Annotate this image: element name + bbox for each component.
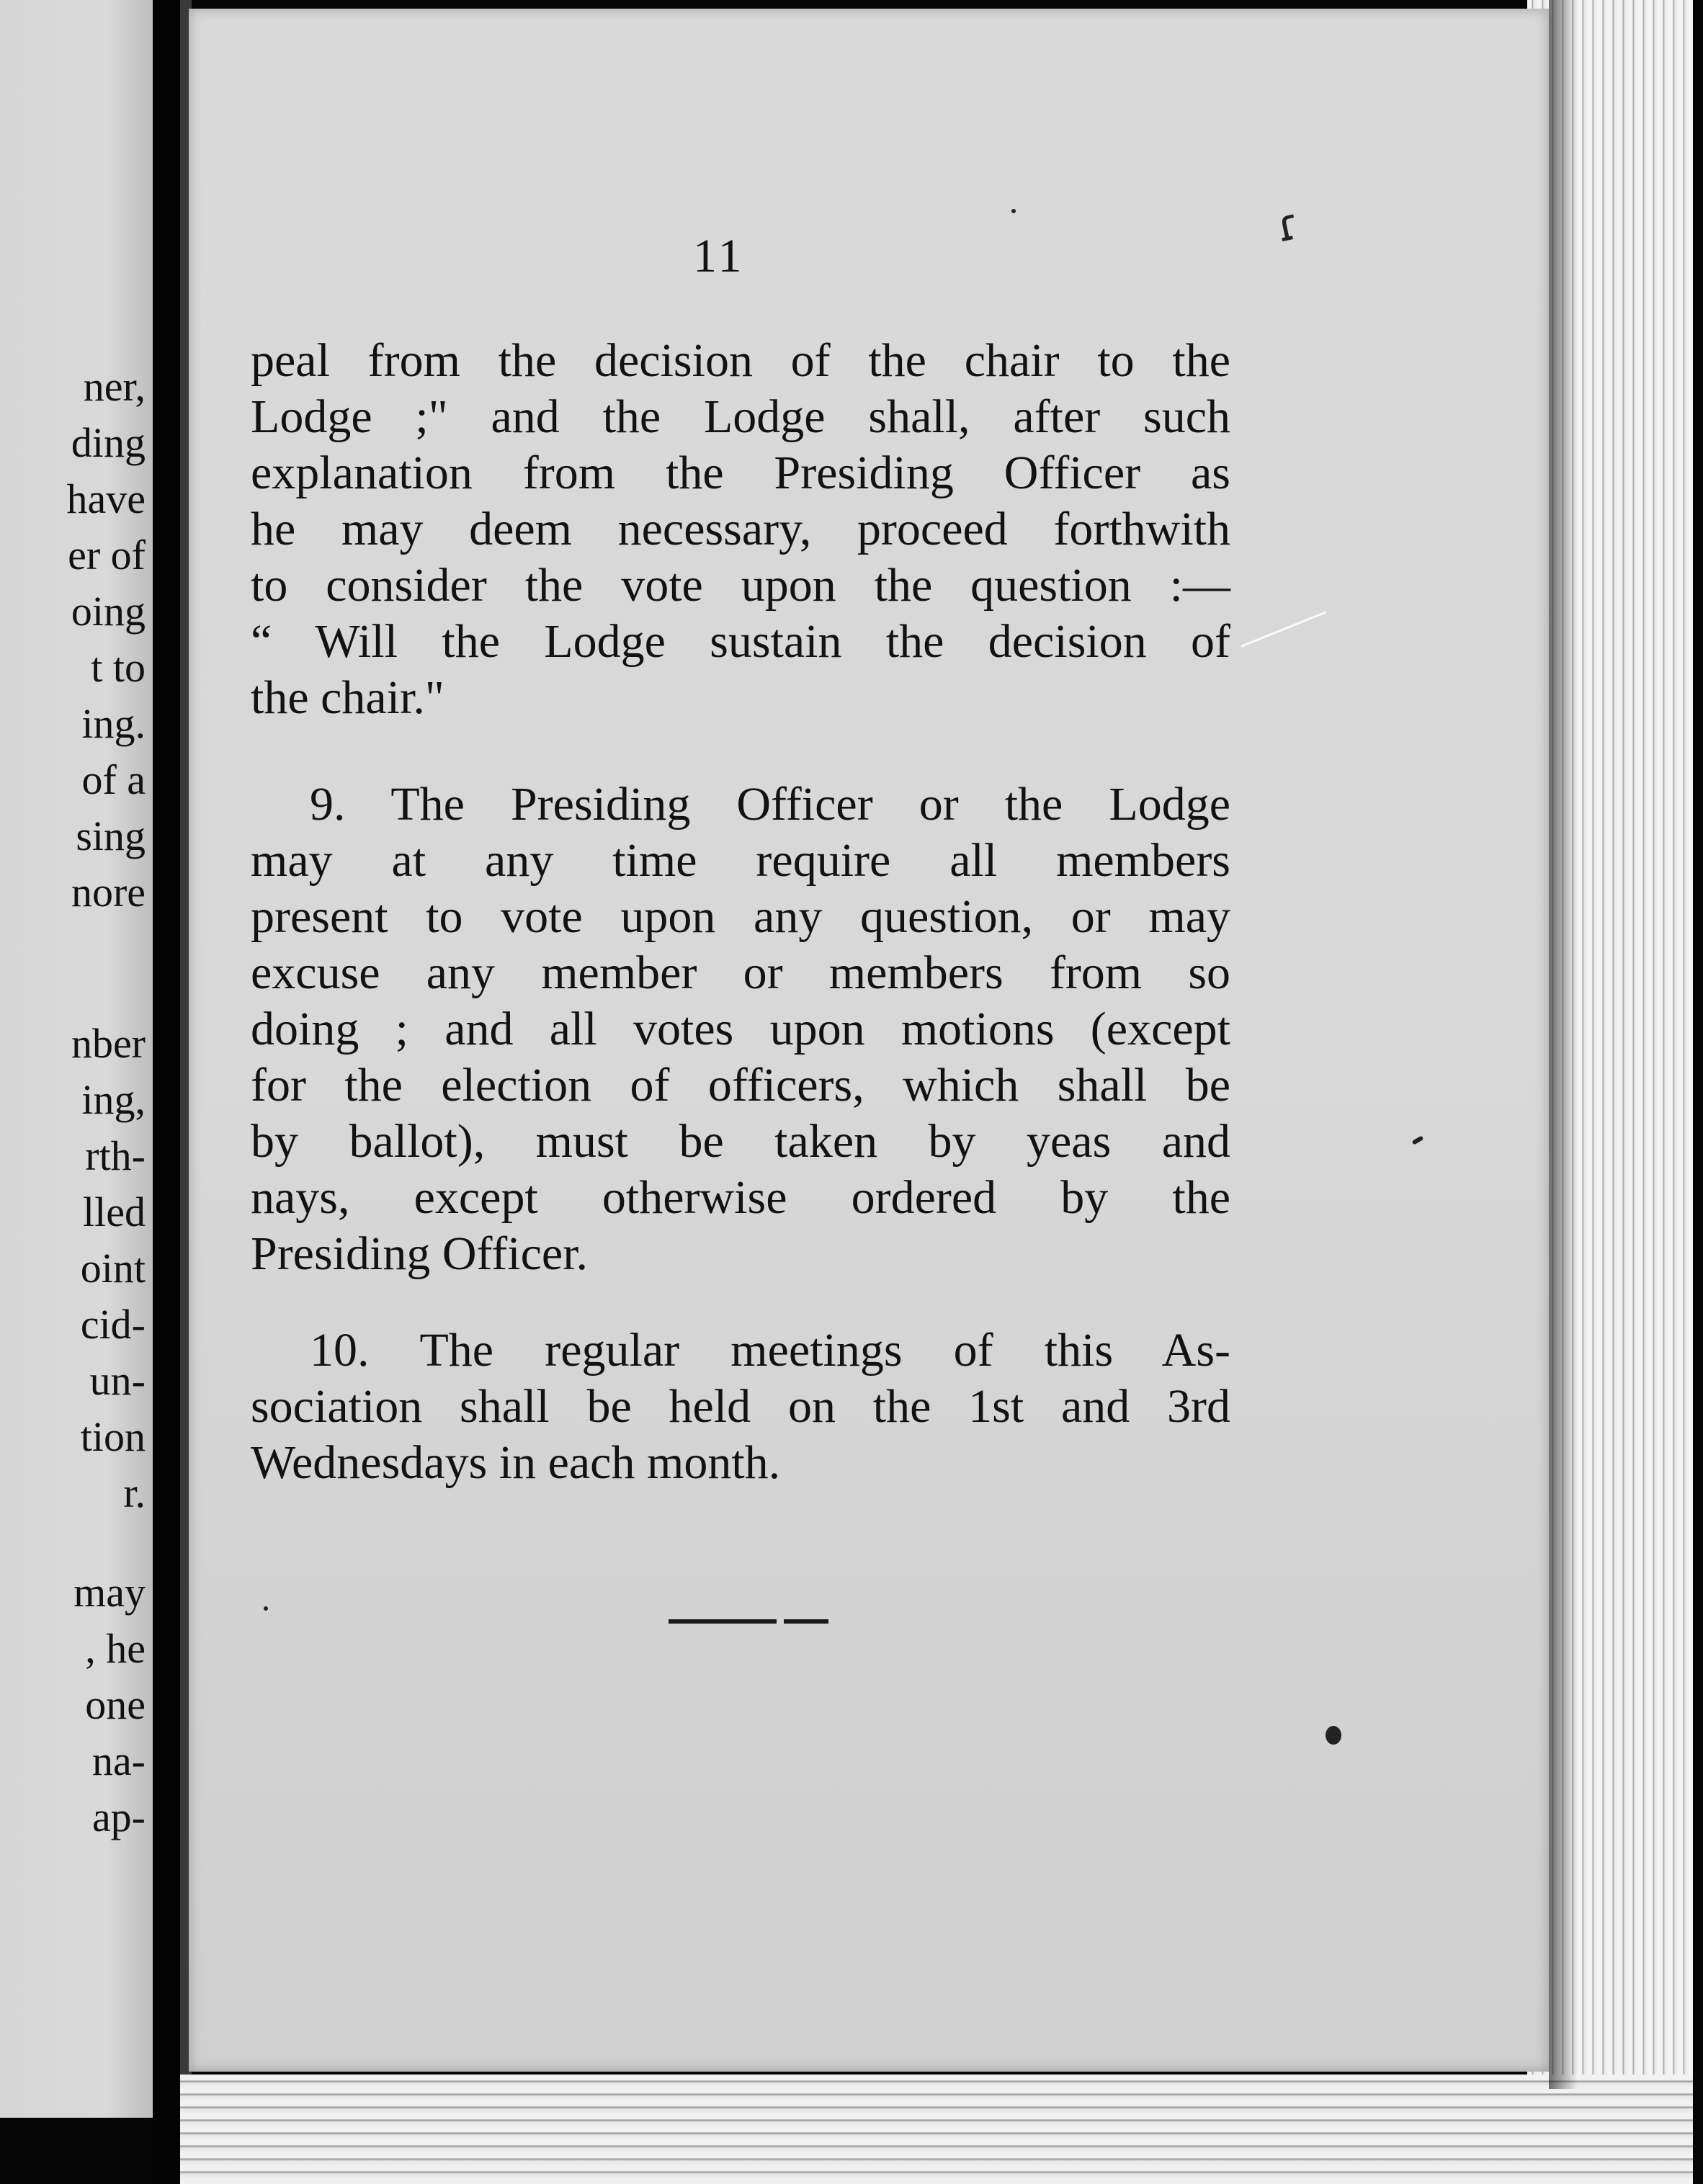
text-line: to consider the vote upon the question :— [251, 559, 1230, 612]
left-page-fragment: rth- [85, 1132, 146, 1179]
left-page-fragment: of a [81, 756, 146, 803]
left-page-fragment: un- [89, 1357, 146, 1404]
left-page-fragment: oint [80, 1245, 146, 1292]
left-page-fragment: have [66, 475, 146, 522]
continuation-paragraph [251, 333, 1230, 726]
text-line: Wednesdays in each month. [251, 1436, 781, 1489]
left-page-fragment: one [85, 1681, 146, 1728]
text-line: 10. The regular meetings of this As- [310, 1324, 1230, 1377]
text-line: peal from the decision of the chair to the [251, 334, 1230, 387]
left-page-fragment: na- [91, 1737, 146, 1784]
text-line: for the election of officers, which shall be [251, 1059, 1230, 1111]
left-page-fragment: ing, [81, 1076, 146, 1123]
left-page-fragment: oing [71, 588, 146, 635]
left-page-fragment: er of [68, 532, 146, 578]
left-page-fragment: sing [76, 813, 146, 859]
left-page-fragment: may [73, 1569, 146, 1616]
book-gutter [153, 0, 182, 2184]
text-line: 9. The Presiding Officer or the Lodge [310, 778, 1230, 831]
text-line: by ballot), must be taken by yeas and [251, 1115, 1230, 1168]
text-line: present to vote upon any question, or may [251, 890, 1230, 943]
left-page-fragment: ner, [83, 363, 146, 410]
left-page-fragment: , he [85, 1625, 146, 1672]
text-line: Lodge ;" and the Lodge shall, after such [251, 390, 1230, 443]
left-page-fragment: nore [71, 869, 146, 916]
ink-speck [1011, 209, 1016, 213]
left-page-fragment: r. [123, 1469, 146, 1516]
text-line: may at any time require all members [251, 834, 1230, 887]
page-stack-bottom [180, 2075, 1693, 2184]
left-page-fragment: ding [71, 419, 146, 466]
pencil-mark: ɾ [1271, 198, 1305, 253]
left-page-fragment: t to [91, 644, 146, 691]
left-page-fragment: ing. [81, 700, 146, 747]
previous-page-fragment [0, 0, 153, 2118]
ink-speck [264, 1606, 268, 1611]
ink-speck [1326, 1726, 1341, 1745]
text-line: Presiding Officer. [251, 1227, 589, 1280]
text-line: excuse any member or members from so [251, 946, 1230, 999]
left-page-fragment: ap- [91, 1794, 146, 1840]
page-number: 11 [693, 230, 745, 282]
left-page-fragment: lled [83, 1189, 146, 1235]
left-page-fragment: tion [80, 1413, 146, 1460]
page-edge-shadow [1549, 0, 1578, 2089]
text-line: he may deem necessary, proceed forthwith [251, 503, 1230, 555]
text-line: “ Will the Lodge sustain the decision of [251, 615, 1230, 668]
section-end-rule-gap [777, 1619, 784, 1624]
section-9-paragraph [251, 777, 1230, 1282]
section-10-paragraph [251, 1323, 1230, 1491]
text-line: nays, except otherwise ordered by the [251, 1171, 1230, 1224]
left-page-fragment: cid- [80, 1301, 146, 1348]
left-page-fragment: nber [71, 1020, 146, 1067]
text-line: doing ; and all votes upon motions (except [251, 1003, 1230, 1055]
text-line: the chair." [251, 671, 444, 724]
text-line: sociation shall be held on the 1st and 3rd [251, 1380, 1230, 1433]
text-line: explanation from the Presiding Officer as [251, 447, 1230, 499]
section-end-rule [669, 1619, 828, 1624]
